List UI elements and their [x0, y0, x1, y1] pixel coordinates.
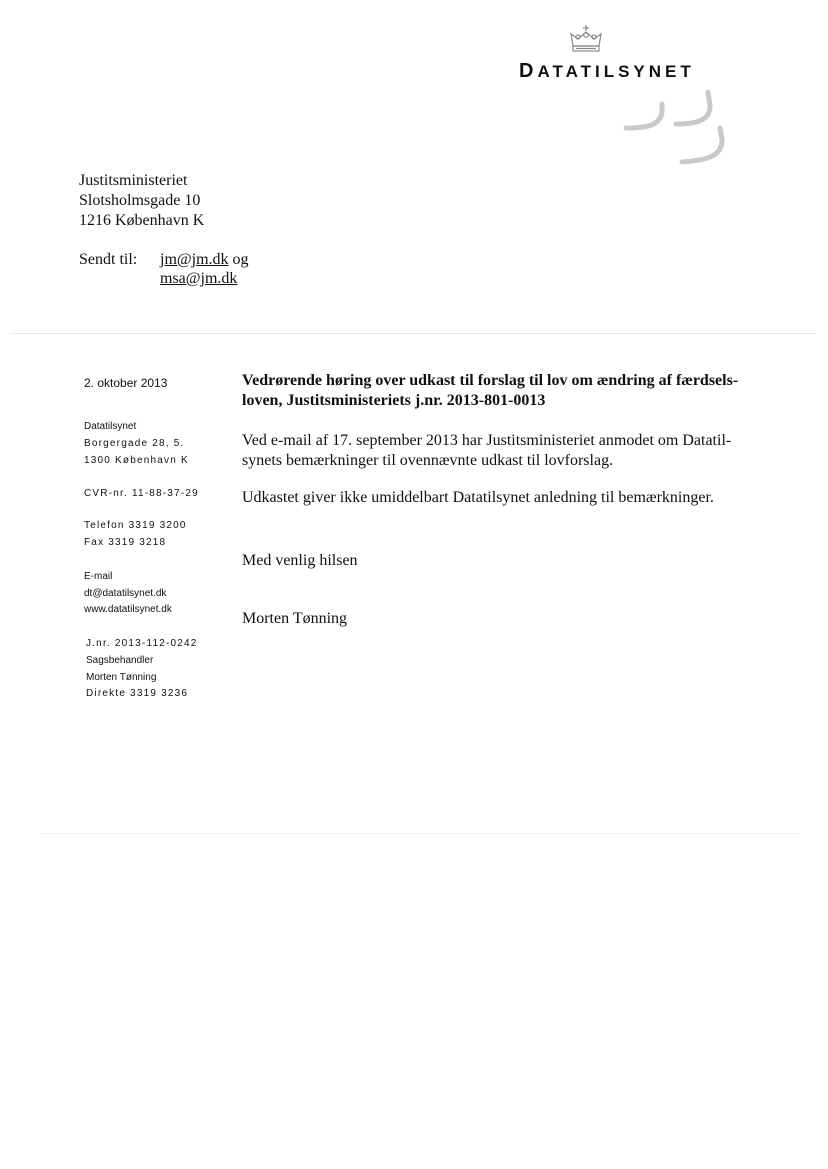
- case-handler-name: Morten Tønning: [86, 672, 157, 683]
- letter-subject-line2: loven, Justitsministeriets j.nr. 2013-801-0013: [242, 392, 546, 409]
- letter-subject-line1: Vedrørende høring over udkast til forslag til lov om ændring af færdsels-: [242, 372, 739, 389]
- sent-to-line2: [160, 269, 237, 289]
- recipient-name: Justitsministeriet: [79, 172, 188, 189]
- sender-website[interactable]: www.datatilsynet.dk: [84, 604, 172, 615]
- sender-org: Datatilsynet: [84, 421, 137, 432]
- scan-fold-line-lower: [40, 833, 800, 834]
- sent-to-line1: [160, 250, 249, 270]
- sender-address1: Borgergade 28, 5.: [84, 438, 185, 449]
- logo-rest: ATATILSYNET: [537, 62, 695, 81]
- logo-initial: D: [519, 60, 538, 82]
- paragraph-1-line1: Ved e-mail af 17. september 2013 har Justitsministeriet anmodet om Datatil-: [242, 432, 732, 449]
- brand-swooshes-graphic: [620, 86, 730, 168]
- crown-logo-icon: [569, 24, 603, 54]
- direct-phone: Direkte 3319 3236: [86, 688, 189, 699]
- paragraph-2: Udkastet giver ikke umiddelbart Datatilsynet anledning til bemærkninger.: [242, 489, 714, 506]
- sent-to-label: Sendt til:: [79, 251, 138, 268]
- journal-number: J.nr. 2013-112-0242: [86, 638, 198, 649]
- letter-date: 2. oktober 2013: [84, 376, 168, 390]
- recipient-city: 1216 København K: [79, 212, 205, 229]
- email-link-jm[interactable]: jm@jm.dk: [160, 251, 229, 268]
- sender-email-label: E-mail: [84, 571, 113, 582]
- case-handler-label: Sagsbehandler: [86, 655, 154, 666]
- email-link-msa[interactable]: msa@jm.dk: [160, 270, 238, 287]
- sender-fax: Fax 3319 3218: [84, 537, 167, 548]
- sender-phone: Telefon 3319 3200: [84, 520, 187, 531]
- recipient-street: Slotsholmsgade 10: [79, 192, 201, 209]
- closing-greeting: Med venlig hilsen: [242, 552, 358, 569]
- logo-wordmark: [519, 60, 695, 83]
- sender-email[interactable]: dt@datatilsynet.dk: [84, 588, 167, 599]
- email-connector: og: [232, 251, 249, 268]
- sender-cvr: CVR-nr. 11-88-37-29: [84, 488, 199, 499]
- sender-address2: 1300 København K: [84, 455, 189, 466]
- paragraph-1-line2: synets bemærkninger til ovennævnte udkast til lovforslag.: [242, 452, 614, 469]
- scan-fold-line: [10, 333, 816, 334]
- signature-name: Morten Tønning: [242, 610, 348, 627]
